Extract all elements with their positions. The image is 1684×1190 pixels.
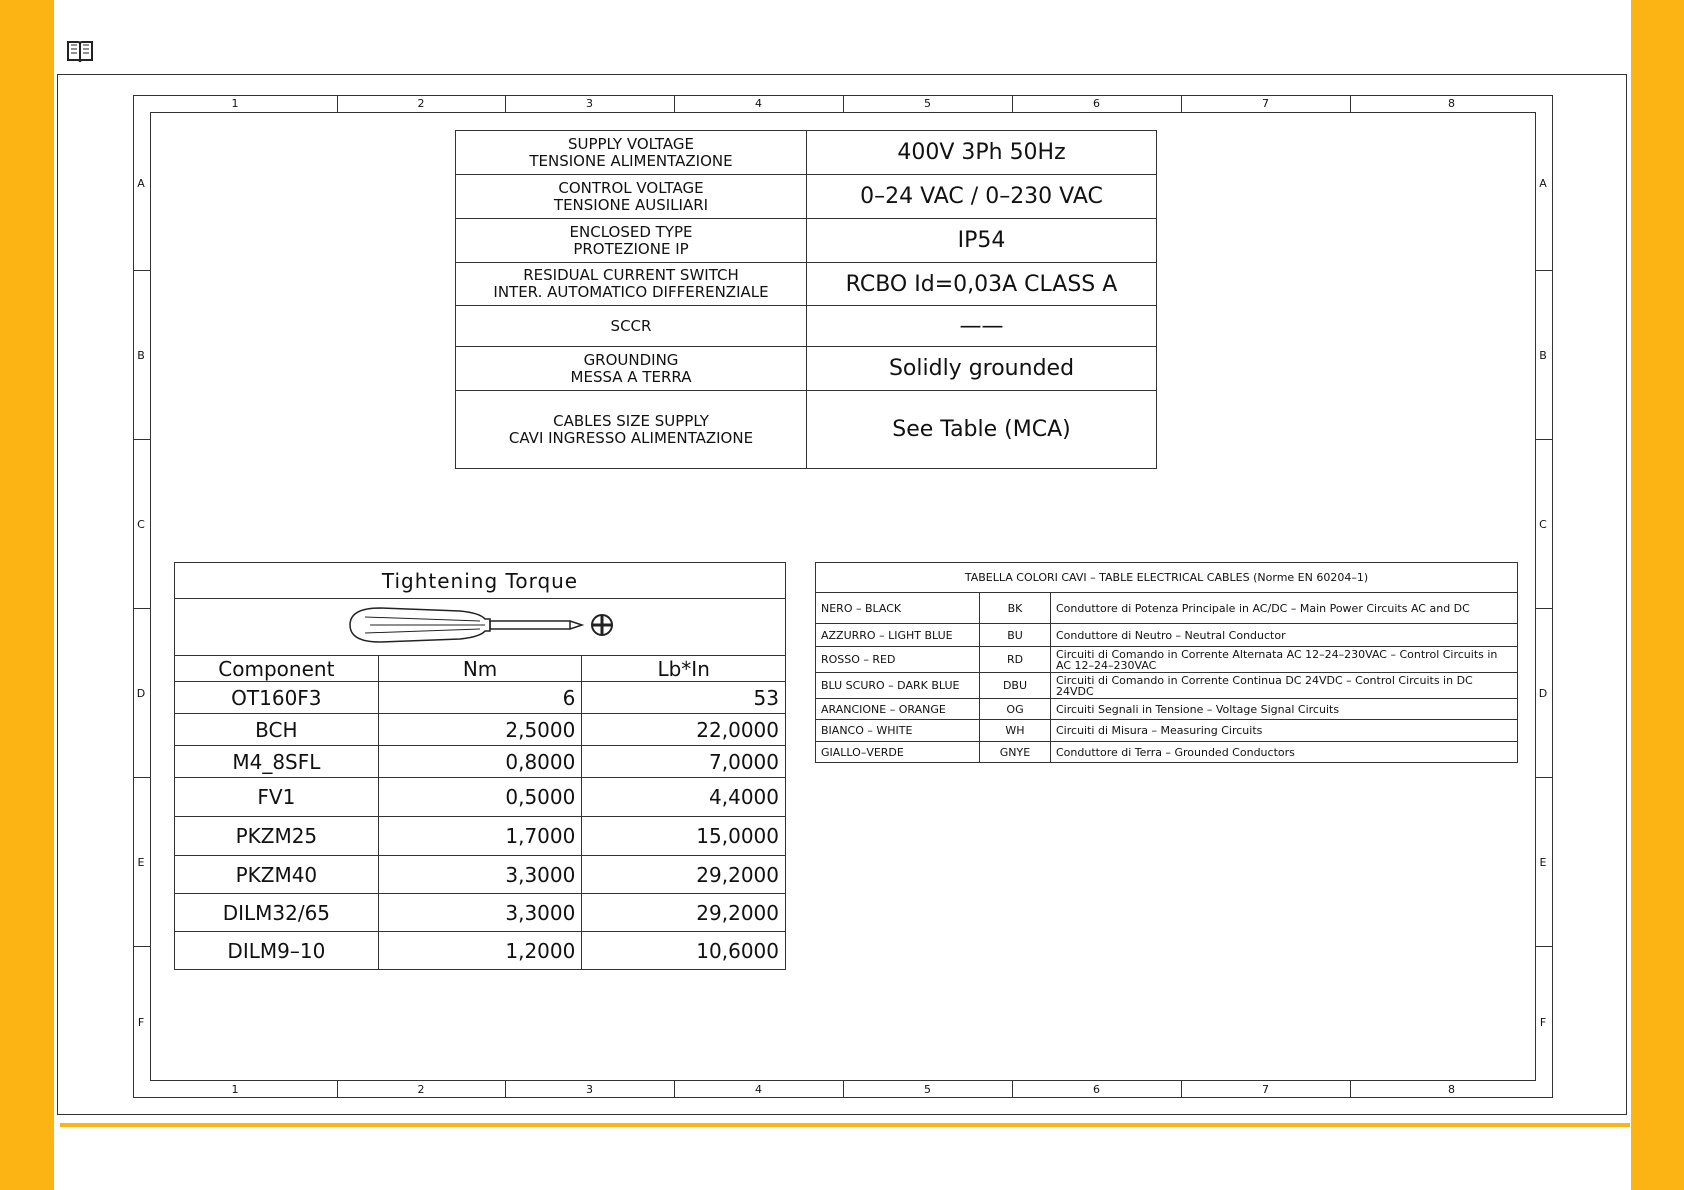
zone-column-label: 4 — [755, 97, 762, 110]
spec-label — [456, 175, 807, 219]
cable-description: Conduttore di Neutro – Neutral Conductor — [1051, 624, 1518, 647]
spec-row — [456, 347, 1157, 391]
zone-row-divider — [133, 946, 150, 947]
torque-header-nm: Nm — [378, 656, 582, 682]
spec-row — [456, 175, 1157, 219]
zone-row-label: D — [136, 686, 146, 700]
zone-column-divider — [843, 1081, 844, 1098]
torque-table-title: Tightening Torque — [175, 563, 786, 599]
spec-label — [456, 347, 807, 391]
zone-column-divider — [337, 1081, 338, 1098]
zone-column-divider — [505, 95, 506, 112]
torque-header-component: Component — [175, 656, 379, 682]
zone-column-divider — [674, 1081, 675, 1098]
cable-color-code: WH — [980, 720, 1051, 742]
cable-color-name: AZZURRO – LIGHT BLUE — [816, 624, 980, 647]
spec-value: See Table (MCA) — [807, 391, 1157, 469]
zone-row-divider — [133, 608, 150, 609]
spec-value: Solidly grounded — [807, 347, 1157, 391]
spec-label — [456, 391, 807, 469]
torque-nm: 3,3000 — [378, 894, 582, 932]
zone-column-label: 5 — [924, 97, 931, 110]
torque-row — [175, 714, 786, 746]
torque-lbin: 7,0000 — [582, 746, 786, 778]
zone-row-label: C — [1539, 517, 1547, 531]
zone-row-divider — [1536, 608, 1553, 609]
right-accent-bar — [1631, 0, 1684, 1190]
zone-column-label: 2 — [417, 1083, 425, 1096]
torque-nm: 3,3000 — [378, 856, 582, 894]
zone-column-label: 8 — [1448, 97, 1455, 110]
zone-row-divider — [133, 777, 150, 778]
torque-component: FV1 — [175, 778, 379, 817]
cable-color-code: GNYE — [980, 742, 1051, 763]
torque-component: DILM32/65 — [175, 894, 379, 932]
zone-row-label: A — [1539, 176, 1547, 190]
footer-accent-rule — [60, 1123, 1630, 1127]
zone-column-divider — [1012, 95, 1013, 112]
cable-color-name: NERO – BLACK — [816, 593, 980, 624]
spec-label-line: TENSIONE ALIMENTAZIONE — [529, 151, 733, 170]
cable-row — [816, 624, 1518, 647]
torque-row — [175, 932, 786, 970]
torque-nm: 0,5000 — [378, 778, 582, 817]
zone-column-label: 7 — [1262, 97, 1269, 110]
spec-value: RCBO Id=0,03A CLASS A — [807, 263, 1157, 306]
torque-lbin: 29,2000 — [582, 894, 786, 932]
zone-column-divider — [1181, 1081, 1182, 1098]
spec-label-line: CONTROL VOLTAGE — [558, 178, 704, 197]
torque-lbin: 29,2000 — [582, 856, 786, 894]
spec-label — [456, 131, 807, 175]
torque-component: OT160F3 — [175, 682, 379, 714]
torque-row — [175, 894, 786, 932]
cable-description: Conduttore di Terra – Grounded Conductors — [1051, 742, 1518, 763]
spec-label — [456, 219, 807, 263]
zone-column-divider — [1350, 95, 1351, 112]
zone-column-divider — [1012, 1081, 1013, 1098]
zone-row-divider — [1536, 270, 1553, 271]
zone-column-label: 7 — [1262, 1083, 1269, 1096]
spec-label-line: TENSIONE AUSILIARI — [553, 195, 709, 214]
cable-color-name: ROSSO – RED — [816, 647, 980, 673]
cable-row — [816, 720, 1518, 742]
cable-color-name: BIANCO – WHITE — [816, 720, 980, 742]
zone-column-label: 3 — [586, 1083, 593, 1096]
cable-color-code: DBU — [980, 673, 1051, 699]
zone-column-divider — [674, 95, 675, 112]
torque-row — [175, 778, 786, 817]
cable-description: Circuiti di Comando in Corrente Alternata AC 12–24–230VAC – Control Circuits in AC 12–24–230VAC — [1051, 647, 1518, 673]
zone-column-label: 5 — [924, 1083, 931, 1096]
cable-row — [816, 673, 1518, 699]
spec-label-line: CABLES SIZE SUPPLY — [553, 411, 709, 430]
zone-column-label: 1 — [231, 1083, 239, 1096]
cable-row — [816, 593, 1518, 624]
torque-row — [175, 817, 786, 856]
cable-description: Conduttore di Potenza Principale in AC/DC – Main Power Circuits AC and DC — [1051, 593, 1518, 624]
left-accent-bar — [0, 0, 54, 1190]
torque-row — [175, 856, 786, 894]
spec-row — [456, 391, 1157, 469]
torque-nm: 1,7000 — [378, 817, 582, 856]
torque-component: DILM9–10 — [175, 932, 379, 970]
zone-row-divider — [1536, 439, 1553, 440]
zone-column-label: 6 — [1093, 97, 1100, 110]
torque-lbin: 22,0000 — [582, 714, 786, 746]
spec-label-line: INTER. AUTOMATICO DIFFERENZIALE — [493, 283, 769, 301]
torque-component: BCH — [175, 714, 379, 746]
spec-value: —— — [807, 306, 1157, 347]
torque-component: M4_8SFL — [175, 746, 379, 778]
spec-value: 0–24 VAC / 0–230 VAC — [807, 175, 1157, 219]
zone-column-divider — [843, 95, 844, 112]
torque-nm: 0,8000 — [378, 746, 582, 778]
cable-color-code: BK — [980, 593, 1051, 624]
cable-description: Circuiti Segnali in Tensione – Voltage Signal Circuits — [1051, 699, 1518, 720]
cable-row — [816, 742, 1518, 763]
zone-row-label: B — [1539, 348, 1547, 362]
zone-column-label: 8 — [1448, 1083, 1455, 1096]
torque-lbin: 4,4000 — [582, 778, 786, 817]
cable-description: Circuiti di Comando in Corrente Continua DC 24VDC – Control Circuits in DC 24VDC — [1051, 673, 1518, 699]
zone-column-label: 3 — [586, 97, 593, 110]
cable-color-code: RD — [980, 647, 1051, 673]
zone-column-label: 6 — [1093, 1083, 1100, 1096]
torque-nm: 1,2000 — [378, 932, 582, 970]
open-book-icon — [66, 38, 94, 64]
torque-lbin: 53 — [582, 682, 786, 714]
cable-row — [816, 647, 1518, 673]
zone-row-label: B — [137, 348, 145, 362]
zone-row-label: F — [137, 1016, 145, 1029]
zone-row-label: E — [137, 855, 145, 869]
zone-column-label: 2 — [417, 97, 425, 110]
cable-color-code: OG — [980, 699, 1051, 720]
spec-label — [456, 263, 807, 306]
zone-row-divider — [133, 270, 150, 271]
torque-header-lbin: Lb*In — [582, 656, 786, 682]
cable-description: Circuiti di Misura – Measuring Circuits — [1051, 720, 1518, 742]
spec-label-line: MESSA A TERRA — [570, 367, 692, 386]
spec-row — [456, 306, 1157, 347]
zone-row-label: E — [1539, 855, 1547, 869]
cable-color-table — [815, 562, 1518, 763]
zone-column-label: 1 — [231, 97, 239, 110]
torque-component: PKZM25 — [175, 817, 379, 856]
spec-label-line: SUPPLY VOLTAGE — [567, 134, 695, 153]
zone-column-divider — [1181, 95, 1182, 112]
zone-column-divider — [1350, 1081, 1351, 1098]
zone-row-label: F — [1539, 1016, 1547, 1029]
zone-row-divider — [133, 439, 150, 440]
cable-color-code: BU — [980, 624, 1051, 647]
spec-value: 400V 3Ph 50Hz — [807, 131, 1157, 175]
zone-row-label: D — [1538, 686, 1548, 700]
spec-label-line: GROUNDING — [583, 350, 679, 369]
zone-row-divider — [1536, 777, 1553, 778]
torque-row — [175, 746, 786, 778]
torque-lbin: 10,6000 — [582, 932, 786, 970]
torque-component: PKZM40 — [175, 856, 379, 894]
zone-column-divider — [505, 1081, 506, 1098]
cable-row — [816, 699, 1518, 720]
zone-row-label: A — [137, 176, 145, 190]
cable-color-name: BLU SCURO – DARK BLUE — [816, 673, 980, 699]
spec-label — [456, 306, 807, 347]
spec-value: IP54 — [807, 219, 1157, 263]
cable-color-name: GIALLO–VERDE — [816, 742, 980, 763]
spec-row — [456, 131, 1157, 175]
spec-label-line: CAVI INGRESSO ALIMENTAZIONE — [508, 428, 754, 447]
cable-color-name: ARANCIONE – ORANGE — [816, 699, 980, 720]
zone-row-label: C — [137, 517, 145, 531]
zone-row-divider — [1536, 946, 1553, 947]
screwdriver-icon — [340, 603, 620, 647]
zone-column-divider — [337, 95, 338, 112]
torque-row — [175, 682, 786, 714]
spec-label-line: RESIDUAL CURRENT SWITCH — [523, 266, 739, 284]
spec-label-line: ENCLOSED TYPE — [569, 222, 693, 241]
spec-label-line: SCCR — [610, 316, 652, 335]
torque-lbin: 15,0000 — [582, 817, 786, 856]
zone-column-label: 4 — [755, 1083, 762, 1096]
cable-table-title: TABELLA COLORI CAVI – TABLE ELECTRICAL CABLES (Norme EN 60204–1) — [816, 563, 1518, 593]
torque-nm: 2,5000 — [378, 714, 582, 746]
spec-label-line: PROTEZIONE IP — [573, 239, 689, 258]
spec-row — [456, 263, 1157, 306]
torque-nm: 6 — [378, 682, 582, 714]
tightening-torque-table — [174, 562, 786, 970]
electrical-spec-table — [455, 130, 1157, 469]
spec-row — [456, 219, 1157, 263]
